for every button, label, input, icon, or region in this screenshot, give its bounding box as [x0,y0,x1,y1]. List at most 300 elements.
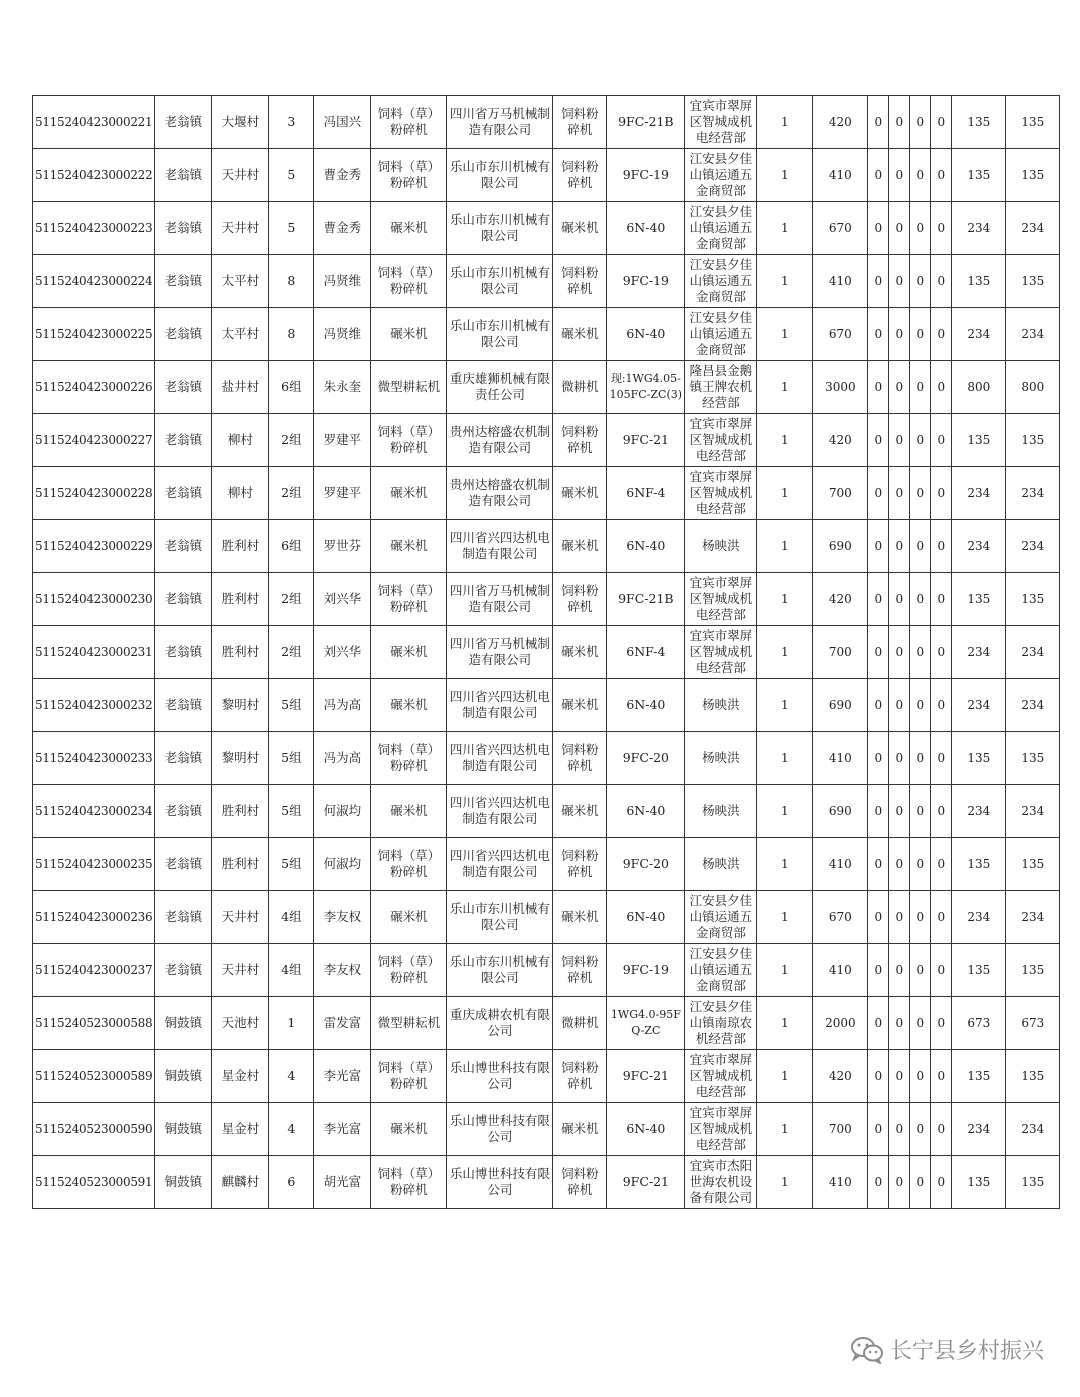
cell-quantity [757,732,813,785]
cell-manufacturer [447,149,553,202]
cell-zero-col-3 [910,1050,931,1103]
cell-model [607,679,685,732]
cell-text: 微耕机 [561,379,599,394]
cell-zero-col-3 [910,838,931,891]
cell-text: 饲料粉碎机 [561,265,599,296]
cell-model [607,96,685,149]
cell-quantity [757,997,813,1050]
cell-total-subsidy [1006,732,1060,785]
cell-zero-col-2 [889,679,910,732]
cell-machine-category [371,891,447,944]
cell-text: 碾米机 [390,1121,428,1136]
table-row [33,838,1060,891]
cell-text: 乐山市东川机械有限公司 [449,212,550,243]
cell-machine-category [371,1156,447,1209]
cell-text: 6N-40 [626,1121,666,1136]
watermark [850,1334,1044,1365]
cell-subsidy-amount [952,838,1006,891]
cell-text: 胜利村 [221,538,260,553]
table-row [33,202,1060,255]
cell-sale-price [813,467,868,520]
cell-text: 重庆雄狮机械有限责任公司 [449,371,550,402]
cell-sale-price [813,785,868,838]
cell-text: 0 [874,1069,883,1083]
cell-subsidy-amount [952,149,1006,202]
cell-machine-type [553,838,607,891]
cell-manufacturer [447,997,553,1050]
cell-text: 四川省兴四达机电制造有限公司 [449,795,550,826]
cell-text: 冯为高 [323,697,362,712]
cell-machine-type [553,997,607,1050]
cell-text: 690 [828,804,852,818]
cell-zero-col-4 [931,944,952,997]
cell-text: 1 [781,1122,789,1136]
cell-zero-col-1 [868,1050,889,1103]
cell-group [269,732,314,785]
cell-text: 饲料粉碎机 [561,1060,599,1091]
cell-text: 0 [916,592,925,606]
cell-text: 铜鼓镇 [164,1068,203,1083]
cell-text: 柳村 [227,432,253,447]
cell-total-subsidy [1006,520,1060,573]
cell-text: 0 [937,751,946,765]
cell-sale-price [813,255,868,308]
cell-total-subsidy [1006,308,1060,361]
cell-text: 5组 [281,803,302,818]
cell-text: 四川省兴四达机电制造有限公司 [449,530,550,561]
cell-text: 670 [828,327,852,341]
cell-zero-col-1 [868,891,889,944]
table-row [33,1050,1060,1103]
cell-machine-type [553,1156,607,1209]
cell-village [212,361,269,414]
cell-total-subsidy [1006,149,1060,202]
cell-text: 690 [828,698,852,712]
cell-text: 宜宾市翠屏区智城成机电经营部 [689,1052,753,1099]
cell-text: 234 [967,327,991,341]
cell-record-id [33,679,155,732]
cell-machine-type [553,149,607,202]
cell-zero-col-3 [910,202,931,255]
cell-text: 李光富 [323,1121,362,1136]
cell-manufacturer [447,1103,553,1156]
cell-zero-col-3 [910,944,931,997]
cell-text: 0 [937,486,946,500]
cell-dealer [685,467,757,520]
cell-text: 饲料（草）粉碎机 [377,424,441,455]
cell-dealer [685,732,757,785]
cell-text: 碾米机 [390,485,428,500]
cell-manufacturer [447,361,553,414]
cell-town [155,96,212,149]
cell-text: 6 [287,1174,296,1189]
cell-quantity [757,202,813,255]
cell-text: 234 [967,1122,991,1136]
cell-zero-col-1 [868,1103,889,1156]
cell-text: 老翁镇 [164,379,203,394]
cell-group [269,414,314,467]
cell-text: 胡光富 [323,1174,362,1189]
cell-manufacturer [447,467,553,520]
cell-total-subsidy [1006,785,1060,838]
cell-total-subsidy [1006,573,1060,626]
cell-text: 5115240523000589 [35,1069,153,1083]
cell-machine-category [371,997,447,1050]
cell-text: 700 [828,1122,852,1136]
cell-text: 234 [1021,221,1045,235]
cell-dealer [685,149,757,202]
cell-model [607,202,685,255]
cell-text: 0 [916,274,925,288]
cell-text: 0 [895,592,904,606]
cell-text: 饲料（草）粉碎机 [377,159,441,190]
cell-zero-col-2 [889,96,910,149]
cell-record-id [33,149,155,202]
cell-model [607,838,685,891]
table-row [33,520,1060,573]
cell-text: 4组 [281,909,302,924]
cell-town [155,732,212,785]
cell-total-subsidy [1006,838,1060,891]
cell-subsidy-amount [952,255,1006,308]
table-row [33,361,1060,414]
cell-model [607,732,685,785]
cell-text: 1 [781,221,789,235]
cell-zero-col-4 [931,1050,952,1103]
cell-text: 5115240423000236 [35,910,153,924]
cell-dealer [685,838,757,891]
cell-sale-price [813,414,868,467]
cell-applicant [314,679,371,732]
cell-text: 0 [895,274,904,288]
cell-text: 410 [828,857,852,871]
cell-town [155,308,212,361]
cell-subsidy-amount [952,997,1006,1050]
cell-town [155,202,212,255]
cell-dealer [685,573,757,626]
cell-text: 410 [828,1175,852,1189]
cell-zero-col-4 [931,785,952,838]
cell-total-subsidy [1006,1103,1060,1156]
cell-subsidy-amount [952,361,1006,414]
cell-text: 5115240423000237 [35,963,153,977]
cell-text: 0 [895,910,904,924]
cell-text: 135 [967,592,991,606]
table-row [33,149,1060,202]
cell-text: 800 [1021,380,1045,394]
cell-machine-category [371,838,447,891]
cell-village [212,944,269,997]
cell-text: 冯贤维 [323,326,362,341]
table-row [33,414,1060,467]
cell-text: 微耕机 [561,1015,599,1030]
cell-model [607,997,685,1050]
cell-text: 0 [874,168,883,182]
cell-text: 234 [1021,804,1045,818]
cell-text: 曹金秀 [323,167,362,182]
cell-applicant [314,891,371,944]
cell-text: 9FC-19 [622,167,670,182]
cell-subsidy-amount [952,944,1006,997]
cell-text: 135 [1021,857,1045,871]
cell-zero-col-4 [931,573,952,626]
cell-manufacturer [447,626,553,679]
cell-text: 234 [1021,1122,1045,1136]
cell-text: 黎明村 [221,697,260,712]
cell-text: 碾米机 [390,697,428,712]
cell-group [269,520,314,573]
cell-text: 微型耕耘机 [377,379,441,394]
cell-text: 老翁镇 [164,220,203,235]
cell-text: 碾米机 [390,538,428,553]
cell-text: 0 [874,539,883,553]
cell-quantity [757,679,813,732]
cell-text: 乐山市东川机械有限公司 [449,159,550,190]
cell-sale-price [813,308,868,361]
cell-dealer [685,891,757,944]
cell-text: 乐山博世科技有限公司 [449,1113,550,1144]
cell-model [607,573,685,626]
cell-text: 宜宾市杰阳世海农机设备有限公司 [689,1158,753,1205]
cell-subsidy-amount [952,202,1006,255]
cell-text: 天井村 [221,167,260,182]
cell-text: 0 [916,221,925,235]
cell-text: 0 [916,804,925,818]
cell-machine-category [371,520,447,573]
cell-text: 0 [916,486,925,500]
cell-text: 5组 [281,856,302,871]
cell-zero-col-4 [931,149,952,202]
cell-text: 饲料（草）粉碎机 [377,583,441,614]
cell-quantity [757,944,813,997]
cell-zero-col-3 [910,1156,931,1209]
cell-total-subsidy [1006,891,1060,944]
cell-text: 5115240423000227 [35,433,153,447]
cell-text: 8 [287,326,296,341]
cell-sale-price [813,361,868,414]
cell-manufacturer [447,891,553,944]
cell-text: 1 [781,486,789,500]
cell-zero-col-3 [910,414,931,467]
cell-text: 0 [916,380,925,394]
cell-text: 0 [937,274,946,288]
cell-text: 老翁镇 [164,326,203,341]
cell-text: 雷发富 [323,1015,362,1030]
cell-text: 饲料（草）粉碎机 [377,1166,441,1197]
cell-village [212,997,269,1050]
cell-text: 9FC-21 [622,1068,670,1083]
cell-zero-col-3 [910,520,931,573]
cell-text: 碾米机 [561,697,599,712]
table-row [33,944,1060,997]
cell-text: 饲料（草）粉碎机 [377,742,441,773]
cell-group [269,1103,314,1156]
cell-text: 0 [874,1122,883,1136]
cell-text: 0 [937,592,946,606]
cell-machine-type [553,626,607,679]
cell-text: 9FC-20 [622,750,670,765]
cell-town [155,573,212,626]
cell-text: 0 [874,380,883,394]
cell-dealer [685,785,757,838]
table-row [33,96,1060,149]
cell-manufacturer [447,308,553,361]
cell-manufacturer [447,1156,553,1209]
cell-text: 0 [895,486,904,500]
cell-text: 饲料（草）粉碎机 [377,954,441,985]
cell-text: 4组 [281,962,302,977]
cell-village [212,785,269,838]
table-row [33,467,1060,520]
cell-text: 5115240423000235 [35,857,153,871]
cell-text: 天井村 [221,220,260,235]
cell-text: 6N-40 [626,909,666,924]
cell-text: 234 [967,804,991,818]
cell-text: 四川省兴四达机电制造有限公司 [449,848,550,879]
cell-text: 234 [967,910,991,924]
cell-text: 9FC-19 [622,962,670,977]
cell-text: 700 [828,645,852,659]
cell-total-subsidy [1006,361,1060,414]
cell-zero-col-4 [931,891,952,944]
cell-subsidy-amount [952,1156,1006,1209]
cell-total-subsidy [1006,997,1060,1050]
cell-zero-col-1 [868,1156,889,1209]
cell-text: 234 [1021,698,1045,712]
cell-zero-col-1 [868,679,889,732]
cell-machine-type [553,679,607,732]
cell-text: 饲料粉碎机 [561,1166,599,1197]
cell-group [269,944,314,997]
cell-text: 四川省万马机械制造有限公司 [449,636,550,667]
cell-group [269,467,314,520]
cell-text: 碾米机 [561,220,599,235]
cell-text: 0 [916,539,925,553]
cell-text: 135 [1021,433,1045,447]
cell-zero-col-3 [910,361,931,414]
cell-text: 0 [937,1122,946,1136]
cell-text: 碾米机 [561,326,599,341]
cell-text: 0 [937,221,946,235]
cell-text: 江安县夕佳山镇运通五金商贸部 [689,257,753,304]
cell-text: 8 [287,273,296,288]
cell-text: 6组 [281,379,302,394]
cell-zero-col-1 [868,944,889,997]
cell-text: 5115240423000234 [35,804,153,818]
cell-applicant [314,96,371,149]
cell-machine-category [371,202,447,255]
cell-model [607,1050,685,1103]
table-row [33,785,1060,838]
cell-text: 0 [895,1122,904,1136]
cell-zero-col-1 [868,573,889,626]
cell-machine-type [553,891,607,944]
cell-text: 0 [937,380,946,394]
cell-text: 234 [967,486,991,500]
cell-text: 贵州达榕盛农机制造有限公司 [449,424,550,455]
cell-text: 234 [1021,327,1045,341]
cell-text: 9FC-21B [618,114,674,129]
cell-group [269,626,314,679]
cell-zero-col-4 [931,679,952,732]
cell-text: 碾米机 [561,803,599,818]
cell-text: 碾米机 [390,644,428,659]
cell-dealer [685,308,757,361]
cell-applicant [314,255,371,308]
cell-group [269,308,314,361]
cell-text: 1 [781,327,789,341]
cell-text: 5 [287,167,296,182]
cell-text: 饲料（草）粉碎机 [377,1060,441,1091]
cell-applicant [314,732,371,785]
cell-record-id [33,997,155,1050]
cell-text: 老翁镇 [164,432,203,447]
cell-machine-category [371,149,447,202]
cell-text: 碾米机 [561,909,599,924]
cell-text: 420 [828,592,852,606]
cell-text: 135 [1021,115,1045,129]
cell-text: 0 [895,115,904,129]
cell-machine-type [553,202,607,255]
cell-group [269,149,314,202]
cell-subsidy-amount [952,1103,1006,1156]
cell-zero-col-2 [889,1103,910,1156]
cell-zero-col-3 [910,997,931,1050]
cell-text: 5115240423000230 [35,592,153,606]
cell-model [607,626,685,679]
cell-text: 9FC-21B [618,591,674,606]
cell-subsidy-amount [952,96,1006,149]
cell-zero-col-4 [931,361,952,414]
cell-text: 乐山博世科技有限公司 [449,1166,550,1197]
cell-text: 5115240523000590 [35,1122,153,1136]
cell-text: 420 [828,115,852,129]
cell-model [607,520,685,573]
cell-text: 0 [916,1122,925,1136]
cell-text: 李友权 [323,962,362,977]
cell-text: 0 [874,274,883,288]
cell-dealer [685,520,757,573]
cell-zero-col-2 [889,1156,910,1209]
cell-manufacturer [447,202,553,255]
cell-group [269,997,314,1050]
cell-text: 杨映洪 [702,803,740,818]
cell-record-id [33,1156,155,1209]
cell-text: 0 [874,910,883,924]
cell-text: 碾米机 [390,220,428,235]
cell-text: 饲料（草）粉碎机 [377,848,441,879]
cell-text: 碾米机 [561,1121,599,1136]
cell-text: 4 [287,1121,296,1136]
cell-record-id [33,520,155,573]
cell-text: 135 [1021,1069,1045,1083]
cell-zero-col-4 [931,1156,952,1209]
cell-text: 李友权 [323,909,362,924]
cell-text: 9FC-20 [622,856,670,871]
cell-applicant [314,573,371,626]
cell-model [607,785,685,838]
cell-machine-type [553,520,607,573]
cell-town [155,1050,212,1103]
cell-text: 宜宾市翠屏区智城成机电经营部 [689,469,753,516]
cell-text: 0 [916,115,925,129]
cell-text: 罗建平 [323,485,362,500]
cell-text: 0 [937,857,946,871]
cell-subsidy-amount [952,679,1006,732]
cell-text: 重庆成耕农机有限公司 [449,1007,550,1038]
cell-text: 1WG4.0-95FQ-ZC [610,1008,681,1037]
cell-text: 天井村 [221,962,260,977]
